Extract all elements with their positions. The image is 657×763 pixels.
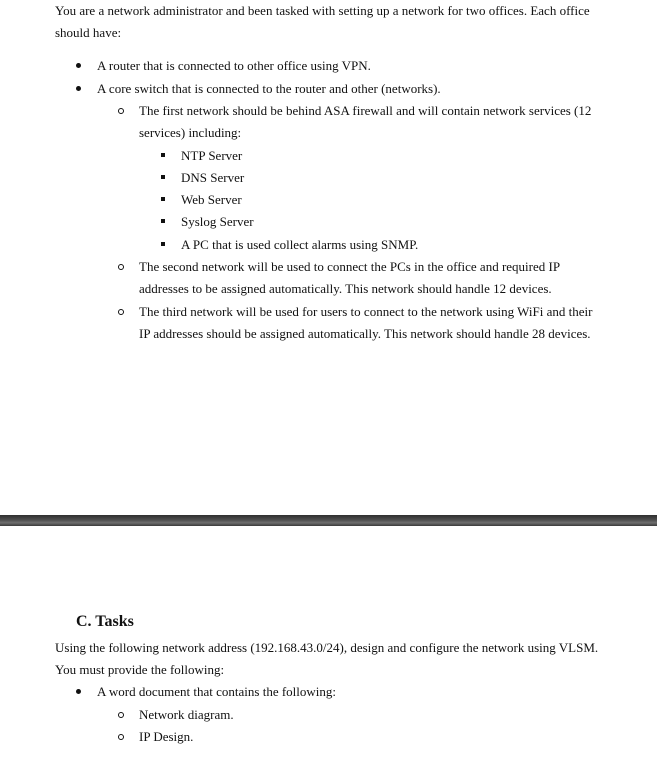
network3-line-2: IP addresses should be assigned automatically. This network should handle 28 devices.: [139, 326, 591, 341]
tasks-word-doc: A word document that contains the following:: [97, 684, 337, 699]
bullet-square: [161, 175, 165, 179]
service-item: A PC that is used collect alarms using SNMP.: [181, 237, 419, 252]
bullet-square: [161, 242, 165, 246]
network2-line-2: addresses to be assigned automatically. This network should handle 12 devices.: [139, 281, 552, 296]
network1-line-2: services) including:: [139, 125, 242, 140]
bullet-square: [161, 153, 165, 157]
network2-line-1: The second network will be used to connect the PCs in the office and required IP: [139, 259, 561, 274]
tasks-item: Network diagram.: [139, 707, 234, 722]
tasks-line-1: Using the following network address (192.168.43.0/24), design and configure the network using VLSM.: [55, 640, 599, 655]
network3-line-1: The third network will be used for users to connect to the network using WiFi and their: [139, 304, 593, 319]
bullet-square: [161, 219, 165, 223]
service-item: Syslog Server: [181, 214, 254, 229]
bullet-square: [161, 197, 165, 201]
bullet-circle: [118, 734, 124, 740]
bullet-dot: [76, 86, 81, 91]
req-core-switch: A core switch that is connected to the router and other (networks).: [97, 81, 441, 96]
bullet-dot: [76, 689, 81, 694]
bullet-dot: [76, 63, 81, 68]
intro-line-1: You are a network administrator and been tasked with setting up a network for two offices. Each office: [55, 3, 590, 18]
tasks-item: IP Design.: [139, 729, 194, 744]
service-item: Web Server: [181, 192, 242, 207]
bullet-circle: [118, 712, 124, 718]
service-item: DNS Server: [181, 170, 245, 185]
bullet-circle: [118, 108, 124, 114]
intro-line-2: should have:: [55, 25, 122, 40]
bullet-circle: [118, 264, 124, 270]
page-separator: [0, 515, 657, 526]
tasks-heading: C. Tasks: [76, 613, 134, 630]
req-router: A router that is connected to other office using VPN.: [97, 58, 371, 73]
tasks-line-2: You must provide the following:: [55, 662, 225, 677]
bullet-circle: [118, 309, 124, 315]
network1-line-1: The first network should be behind ASA firewall and will contain network services (12: [139, 103, 592, 118]
service-item: NTP Server: [181, 148, 243, 163]
